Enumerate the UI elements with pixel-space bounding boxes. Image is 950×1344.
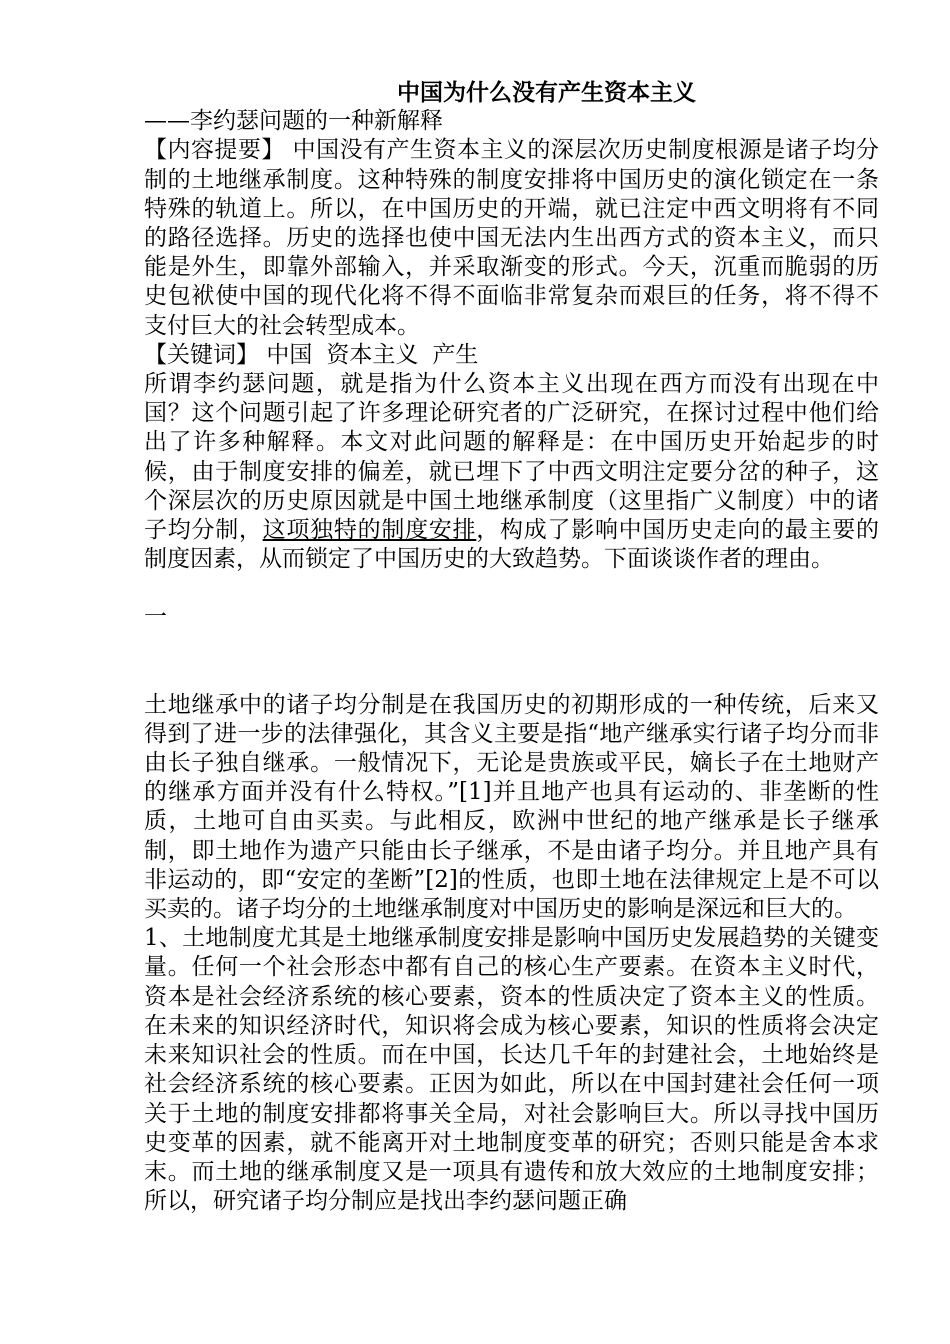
section-number: 一 xyxy=(144,604,167,631)
intro-underlined-phrase: 这项独特的制度安排 xyxy=(262,517,477,544)
keyword: 产生 xyxy=(432,341,479,368)
keyword: 资本主义 xyxy=(326,341,419,368)
document-subtitle: ——李约瑟问题的一种新解释 xyxy=(144,108,443,135)
abstract-text: 中国没有产生资本主义的深层次历史制度根源是诸子均分制的土地继承制度。这种特殊的制度安排将中国历史的演化锁定在一条特殊的轨道上。所以，在中国历史的开端，就已注定中西文明将有不同的路径选择。历史的选择也使中国无法内生出西方式的资本主义，而只能是外生，即靠外部输入，并采取渐变的形式。今天，沉重而脆弱的历史包袱使中国的现代化将不得不面临非常复杂而艰巨的任务，将不得不支付巨大的社会转型成本。 xyxy=(144,137,880,339)
intro-text-part2: ，构成了影响中国历史走向的最主要的制度因素，从而锁定了中国历史的大致趋势。下面谈谈作者的理由。 xyxy=(144,517,880,573)
abstract-label: 【内容提要】 xyxy=(144,137,285,164)
keyword: 中国 xyxy=(266,341,313,368)
abstract-paragraph xyxy=(144,136,879,340)
section-paragraph-2: 1、土地制度尤其是土地继承制度安排是影响中国历史发展趋势的关键变量。任何一个社会形态中都有自己的核心生产要素。在资本主义时代，资本是社会经济系统的核心要素，资本的性质决定了资本主义的性质。在未来的知识经济时代，知识将会成为核心要素，知识的性质将会决定未来知识社会的性质。而在中国，长达几千年的封建社会，土地始终是社会经济系统的核心要素。正因为如此，所以在中国封建社会任何一项关于土地的制度安排都将事关全局，对社会影响巨大。所以寻找中国历史变革的因素，就不能离开对土地制度变革的研究；否则只能是舍本求末。而土地的继承制度又是一项具有遗传和放大效应的土地制度安排；所以，研究诸子均分制应是找出李约瑟问题正确 xyxy=(144,925,879,1215)
intro-paragraph xyxy=(144,370,879,574)
document-body xyxy=(144,78,879,1216)
document-title: 中国为什么没有产生资本主义 xyxy=(397,79,696,106)
keywords-line xyxy=(144,341,879,370)
section-paragraph-1: 土地继承中的诸子均分制是在我国历史的初期形成的一种传统，后来又得到了进一步的法律强化，其含义主要是指“地产继承实行诸子均分而非由长子独自继承。一般情况下，无论是贵族或平民，嫡长子在土地财产的继承方面并没有什么特权。”[1]并且地产也具有运动的、非垄断的性质，土地可自由买卖。与此相反，欧洲中世纪的地产继承是长子继承制，即土地作为遗产只能由长子继承，不是由诸子均分。并且地产具有非运动的，即“安定的垄断”[2]的性质，也即土地在法律规定上是不可以买卖的。诸子均分的土地继承制度对中国历史的影响是深远和巨大的。 xyxy=(144,691,879,923)
keywords-label: 【关键词】 xyxy=(144,341,259,368)
intro-text-part1: 所谓李约瑟问题，就是指为什么资本主义出现在西方而没有出现在中国？这个问题引起了许多理论研究者的广泛研究，在探讨过程中他们给出了许多种解释。本文对此问题的解释是：在中国历史开始起步的时候，由于制度安排的偏差，就已埋下了中西文明注定要分岔的种子，这个深层次的历史原因就是中国土地继承制度（这里指广义制度）中的诸子均分制， xyxy=(144,371,879,544)
